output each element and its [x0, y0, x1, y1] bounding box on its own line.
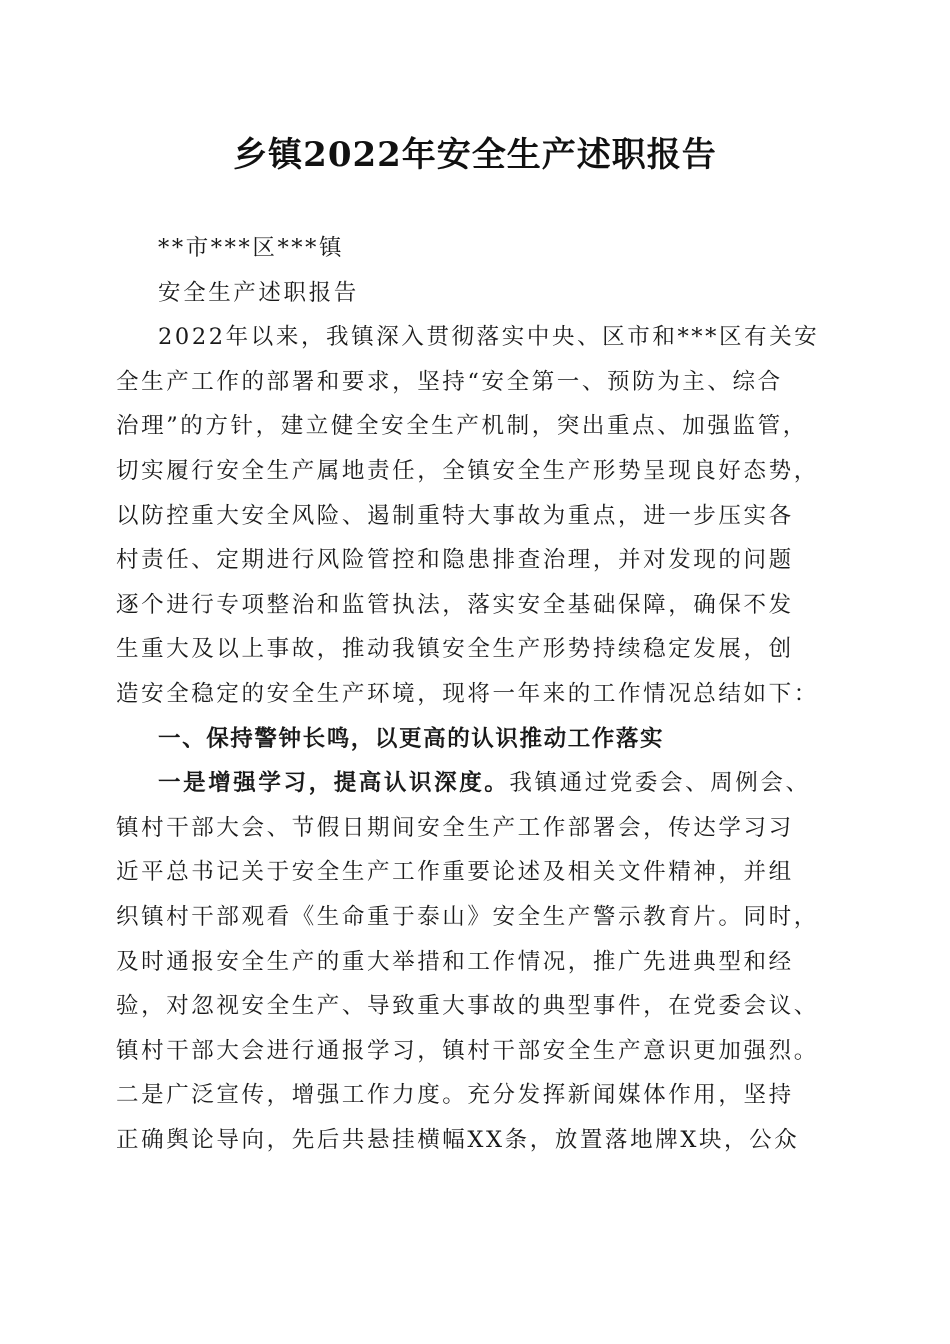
paragraph-line: 验，对忽视安全生产、导致重大事故的典型事件，在党委会议、: [116, 993, 819, 1020]
section-heading: 一、保持警钟长鸣，以更高的认识推动工作落实: [158, 725, 665, 752]
paragraph-line: 切实履行安全生产属地责任，全镇安全生产形势呈现良好态势，: [116, 457, 819, 484]
bold-lead-text: 一是增强学习，提高认识深度。: [158, 770, 510, 797]
paragraph-line: 造安全稳定的安全生产环境，现将一年来的工作情况总结如下：: [116, 680, 819, 707]
paragraph-line: 逐个进行专项整治和监管执法，落实安全基础保障，确保不发: [116, 591, 794, 618]
paragraph-text: 我镇通过党委会、周例会、: [509, 770, 811, 797]
author-line: **市***区***镇: [158, 235, 345, 261]
paragraph-line: 2022年以来，我镇深入贯彻落实中央、区市和***区有关安: [158, 324, 820, 351]
paragraph-line: 以防控重大安全风险、遏制重特大事故为重点，进一步压实各: [116, 502, 794, 529]
paragraph-line: 生重大及以上事故，推动我镇安全生产形势持续稳定发展，创: [116, 636, 794, 663]
paragraph-line: 近平总书记关于安全生产工作重要论述及相关文件精神，并组: [116, 859, 794, 886]
paragraph-line: [116, 761, 836, 806]
paragraph-line: 二是广泛宣传，增强工作力度。充分发挥新闻媒体作用，坚持: [116, 1082, 794, 1109]
document-title: 乡镇2022年安全生产述职报告: [233, 135, 717, 175]
paragraph-line: 村责任、定期进行风险管控和隐患排查治理，并对发现的问题: [116, 547, 794, 574]
paragraph-line: 治理”的方针，建立健全安全生产机制，突出重点、加强监管，: [116, 413, 808, 440]
paragraph-line: 正确舆论导向，先后共悬挂横幅XX条，放置落地牌X块，公众: [116, 1126, 800, 1153]
paragraph-line: 镇村干部大会进行通报学习，镇村干部安全生产意识更加强烈。: [116, 1037, 819, 1064]
document-body: [116, 226, 836, 1162]
paragraph-line: 镇村干部大会、节假日期间安全生产工作部署会，传达学习习: [116, 814, 794, 841]
paragraph-line: 及时通报安全生产的重大举措和工作情况，推广先进典型和经: [116, 948, 794, 975]
paragraph-line: 全生产工作的部署和要求，坚持“安全第一、预防为主、综合: [116, 368, 783, 395]
paragraph-line: 织镇村干部观看《生命重于泰山》安全生产警示教育片。同时，: [116, 903, 819, 930]
subtitle-line: 安全生产述职报告: [158, 279, 359, 306]
